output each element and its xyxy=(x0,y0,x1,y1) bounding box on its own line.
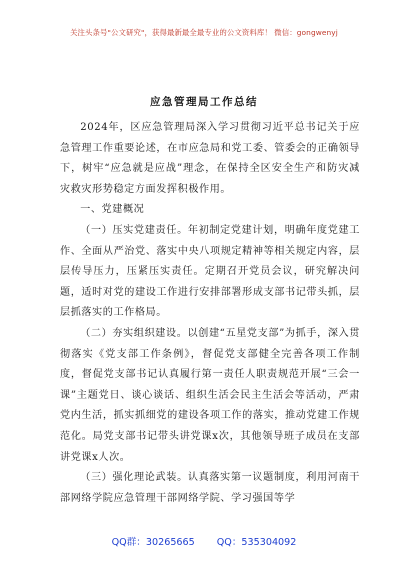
footer-contact xyxy=(0,534,408,548)
top-banner: 关注头条号"公文研究"，获得最新最全最专业的公文资料库！ 微信：gongwenyj xyxy=(70,28,338,37)
qq-number-text: QQ：535304092 xyxy=(216,537,297,548)
document-body xyxy=(60,118,360,509)
paragraph: （一）压实党建责任。年初制定党建计划，明确年度党建工作、全面从严治党、落实中央八项规定精神等相关规定内容，层层传导压力，压紧压实责任。定期召开党员会议，研究解决问题，适时对党的建设工作进行安排部署形成支部书记带头抓，层层抓落实的工作格局。 xyxy=(60,224,360,319)
qq-group-text: QQ群：30265665 xyxy=(111,537,195,548)
intro-paragraph: 2024年，区应急管理局深入学习贯彻习近平总书记关于应急管理工作重要论述，在市应急局和党工委、管委会的正确领导下，树牢“应急就是应战”理念，在保持全区安全生产和防灾减灾救灾形势稳定方面发挥积极作用。 xyxy=(60,122,360,195)
section-heading: 一、党建概况 xyxy=(80,204,145,216)
document-title: 应急管理局工作总结 xyxy=(150,96,258,108)
paragraph: （三）强化理论武装。认真落实第一议题制度，利用河南干部网络学院应急管理干部网络学院、学习强国等学 xyxy=(60,472,360,504)
paragraph: （二）夯实组织建设。以创建“五星党支部”为抓手，深入贯彻落实《党支部工作条例》，督促党支部健全完善各项工作制度，督促党支部书记认真履行第一责任人职责规范开展“三会一课”主题党日、谈心谈话、组织生活会民主生活会等活动，严肃党内生活，抓实抓细党的建设各项工作的落实，推动党建工作规范化。局党支部书记带头讲党课x次，其他领导班子成员在支部讲党课x人次。 xyxy=(60,327,360,463)
